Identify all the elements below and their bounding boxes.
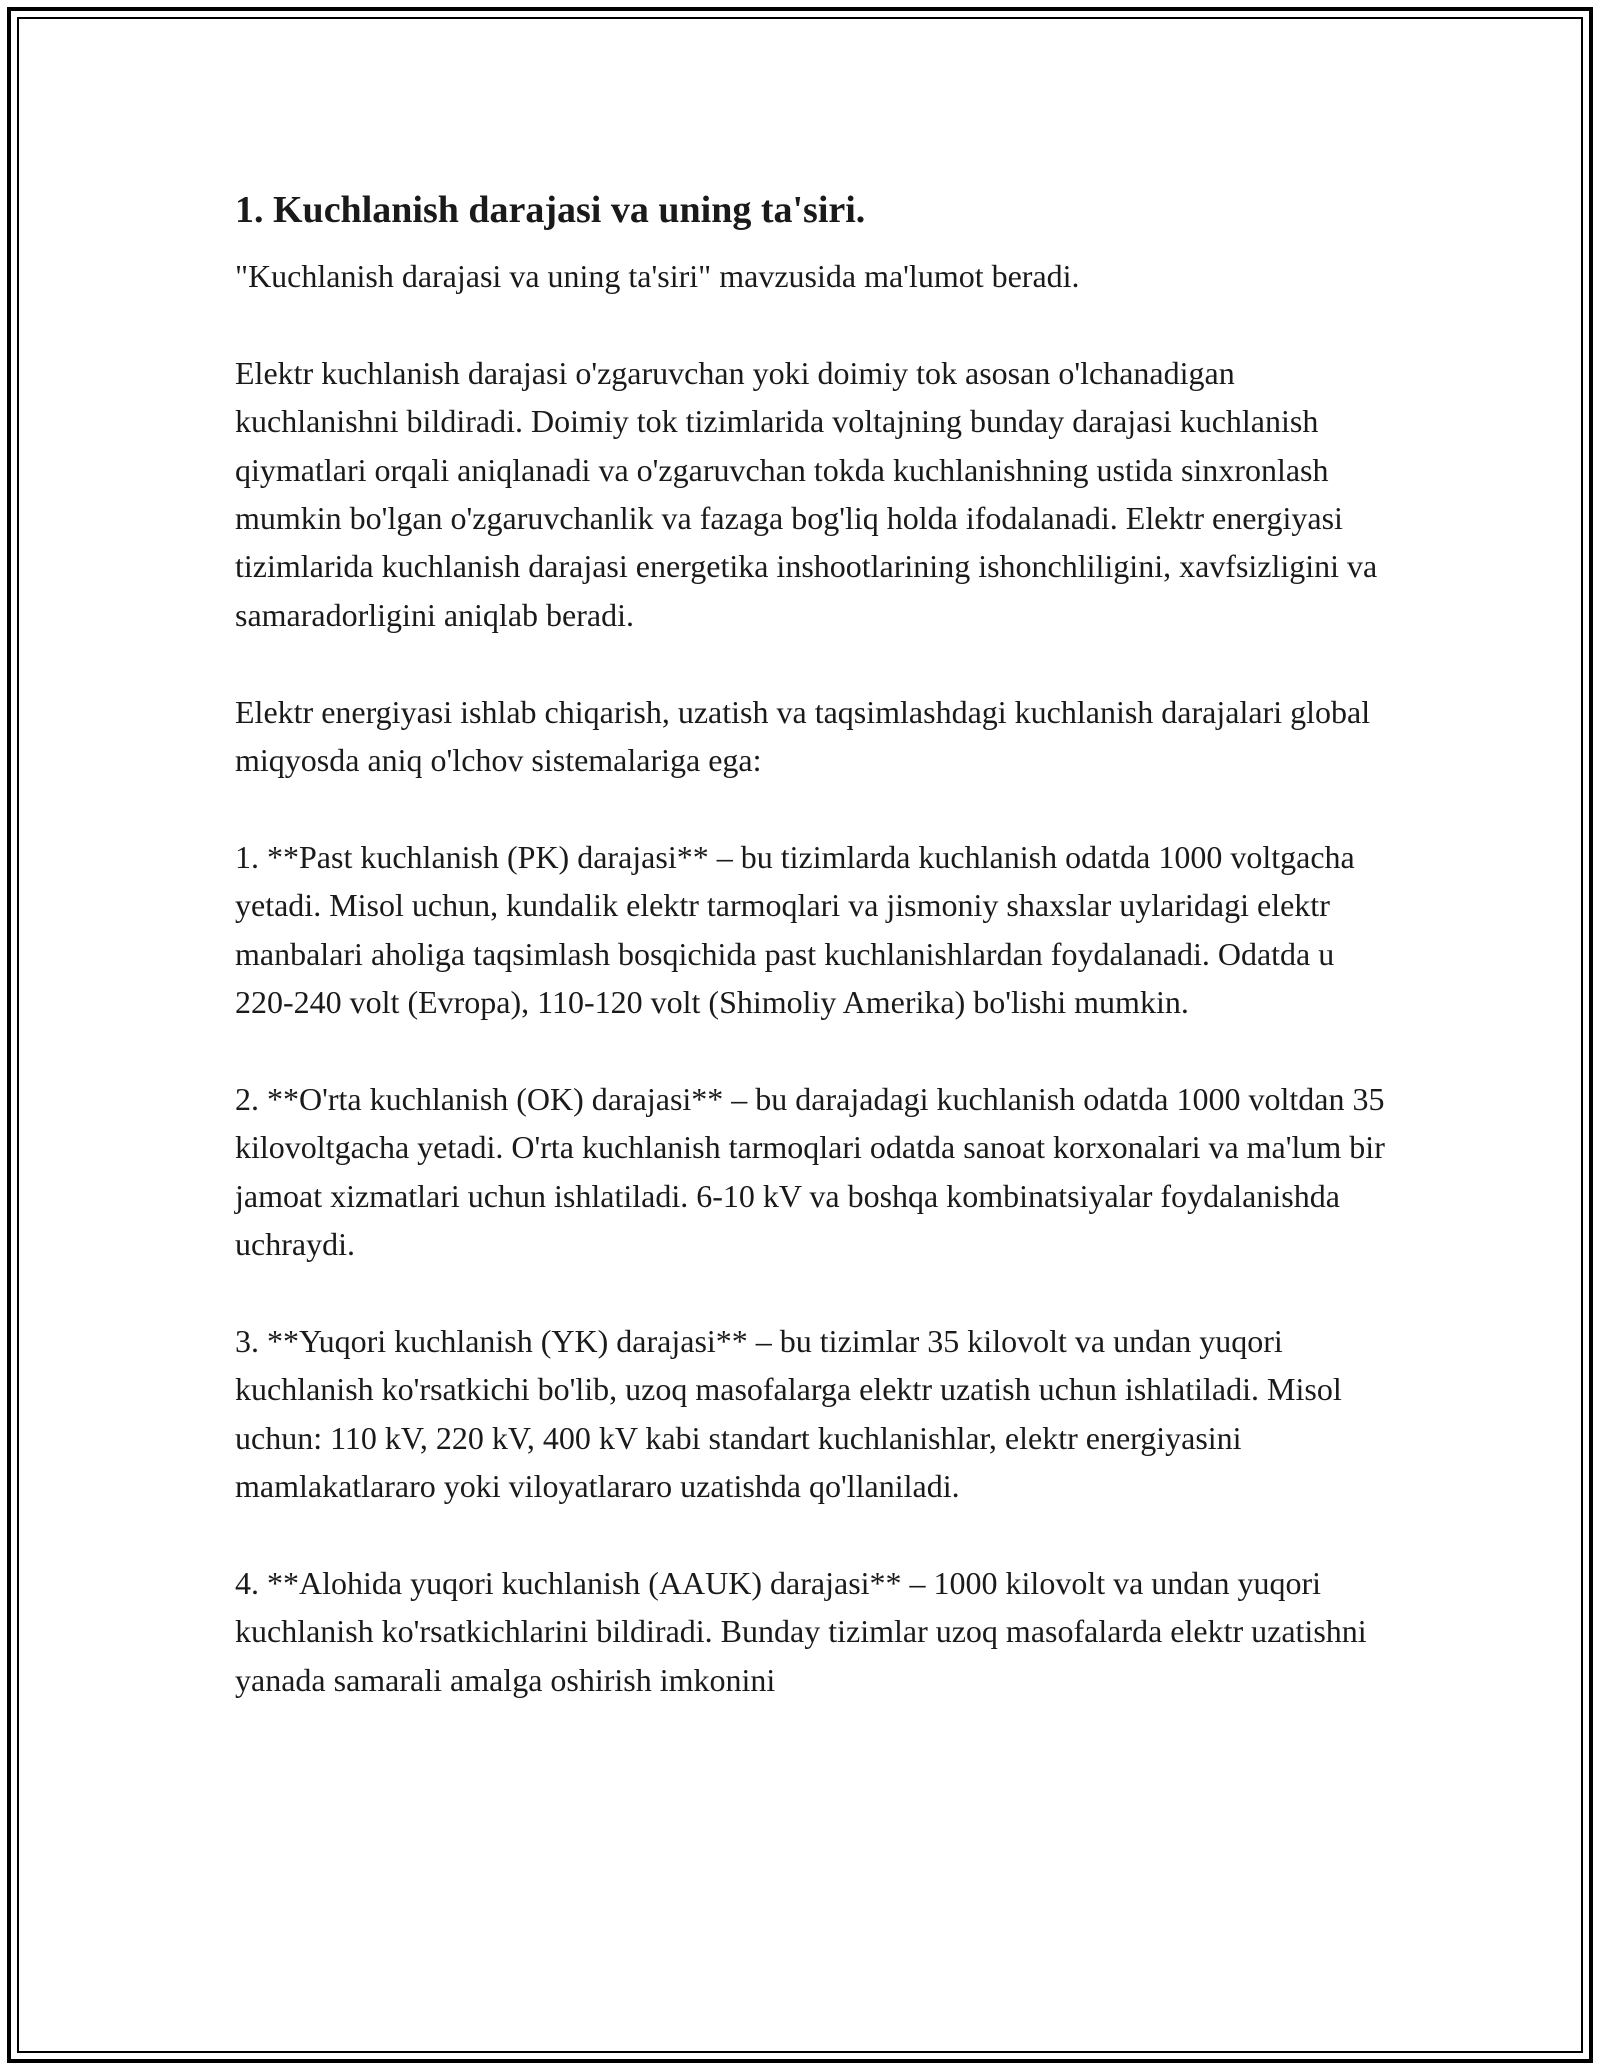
document-body — [235, 186, 1385, 1752]
definition-paragraph: Elektr kuchlanish darajasi o'zgaruvchan yoki doimiy tok asosan o'lchanadigan kuchlanishni bildiradi. Doimiy tok tizimlarida voltajning bunday darajasi kuchlanish qiymatlari orqali aniqlanadi va o'zgaruvchan tokda kuchlanishning ustida sinxronlash mumkin bo'lgan o'zgaruvchanlik va fazaga bog'liq holda ifodalanadi. Elektr energiyasi tizimlarida kuchlanish darajasi energetika inshootlarining ishonchliligini, xavfsizligini va samaradorligini aniqlab beradi. — [235, 354, 1378, 633]
high-voltage-paragraph: 3. **Yuqori kuchlanish (YK) darajasi** – bu tizimlar 35 kilovolt va undan yuqori kuchlanish ko'rsatkichi bo'lib, uzoq masofalarga elektr uzatish uchun ishlatiladi. Misol uchun: 110 kV, 220 kV, 400 kV kabi standart kuchlanishlar, elektr energiyasini mamlakatlararo yoki viloyatlararo uzatishda qo'llaniladi. — [235, 1322, 1342, 1505]
levels-intro-paragraph: Elektr energiyasi ishlab chiqarish, uzatish va taqsimlashdagi kuchlanish darajalari global miqyosda aniq o'lchov sistemalariga ega: — [235, 693, 1371, 779]
ultra-high-voltage-paragraph: 4. **Alohida yuqori kuchlanish (AAUK) darajasi** – 1000 kilovolt va undan yuqori kuchlanish ko'rsatkichlarini bildiradi. Bunday tizimlar uzoq masofalarda elektr uzatishni yanada samarali amalga oshirish imkonini — [235, 1564, 1367, 1698]
intro-paragraph: "Kuchlanish darajasi va uning ta'siri" mavzusida ma'lumot beradi. — [235, 258, 1080, 294]
document-title: 1. Kuchlanish darajasi va uning ta'siri. — [235, 189, 866, 231]
low-voltage-paragraph: 1. **Past kuchlanish (PK) darajasi** – bu tizimlarda kuchlanish odatda 1000 voltgacha yetadi. Misol uchun, kundalik elektr tarmoqlari va jismoniy shaxslar uylaridagi elektr manbalari aholiga taqsimlash bosqichida past kuchlanishlardan foydalanadi. Odatda u 220-240 volt (Evropa), 110-120 volt (Shimoliy Amerika) bo'lishi mumkin. — [235, 838, 1355, 1021]
medium-voltage-paragraph: 2. **O'rta kuchlanish (OK) darajasi** – bu darajadagi kuchlanish odatda 1000 voltdan 35 kilovoltgacha yetadi. O'rta kuchlanish tarmoqlari odatda sanoat korxonalari va ma'lum bir jamoat xizmatlari uchun ishlatiladi. 6-10 kV va boshqa kombinatsiyalar foydalanishda uchraydi. — [235, 1080, 1385, 1263]
